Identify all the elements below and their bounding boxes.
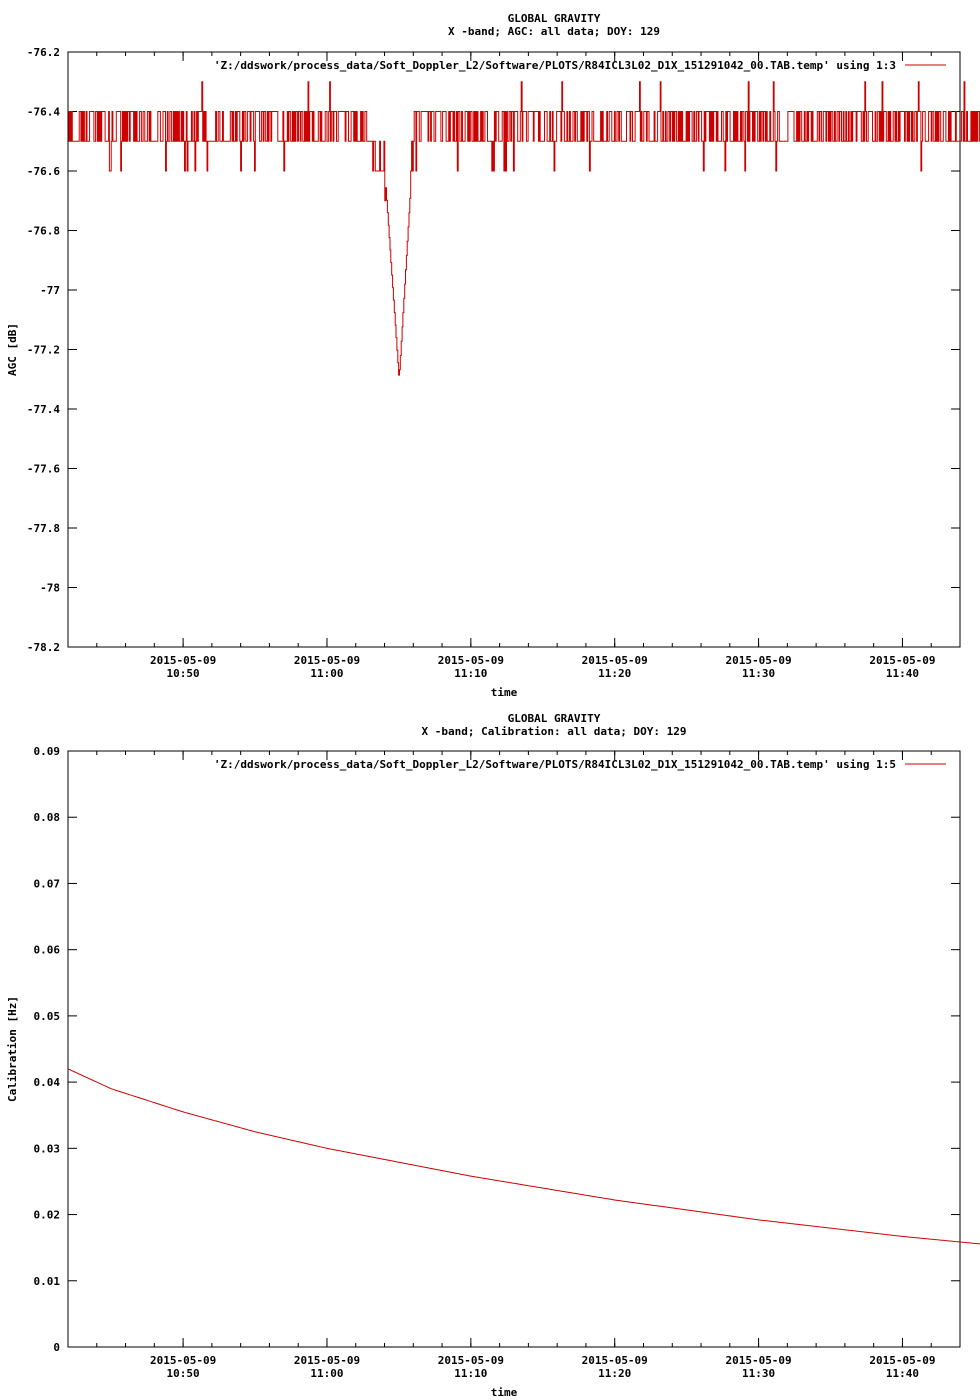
chart1-y-tick-label: -77.2: [26, 343, 60, 357]
chart2-x-tick-date: 2015-05-09: [581, 1354, 648, 1367]
chart1-subtitle: X -band; AGC: all data; DOY: 129: [448, 25, 660, 38]
chart1-x-tick-time: 10:50: [166, 667, 200, 680]
chart2-y-tick-label: 0.05: [33, 1009, 60, 1023]
chart1-x-tick-date: 2015-05-09: [437, 654, 504, 667]
chart2-x-tick-time: 11:00: [310, 1367, 344, 1380]
chart2-x-tick-time: 10:50: [166, 1367, 200, 1380]
chart1-x-tick-time: 11:10: [454, 667, 488, 680]
chart1-x-tick-date: 2015-05-09: [725, 654, 792, 667]
chart1-legend-label: 'Z:/ddswork/process_data/Soft_Doppler_L2/Software/PLOTS/R84ICL3L02_D1X_151291042_00.TAB.temp' using 1:3: [213, 59, 896, 72]
chart2-y-tick-label: 0.07: [33, 877, 60, 891]
chart2-x-tick-date: 2015-05-09: [869, 1354, 936, 1367]
chart2-subtitle: X -band; Calibration: all data; DOY: 129: [421, 725, 687, 738]
chart1-y-tick-label: -78.2: [26, 641, 60, 654]
chart1-y-tick-label: -77.8: [26, 522, 60, 535]
chart1-y-tick-label: -77: [40, 284, 60, 297]
chart2-x-tick-date: 2015-05-09: [293, 1354, 361, 1367]
chart2-y-tick-label: 0.03: [33, 1142, 60, 1156]
chart2-plot-frame: [68, 751, 960, 1347]
chart1-x-tick-date: 2015-05-09: [293, 654, 361, 667]
chart2-x-tick-date: 2015-05-09: [149, 1354, 217, 1367]
chart2-y-tick-label: 0.02: [33, 1208, 60, 1222]
chart1-y-tick-label: -76.6: [26, 165, 60, 178]
chart1-title: GLOBAL GRAVITY: [507, 12, 601, 25]
chart1-x-tick-time: 11:30: [742, 667, 776, 680]
chart1-y-tick-label: -77.4: [26, 403, 60, 416]
chart1-x-tick-date: 2015-05-09: [581, 654, 648, 667]
chart1-y-tick-label: -76.4: [26, 105, 60, 119]
chart2-x-tick-date: 2015-05-09: [725, 1354, 792, 1367]
chart2-x-tick-time: 11:20: [598, 1367, 632, 1380]
chart1-y-tick-label: -76.2: [26, 46, 60, 59]
chart2-series-line: [68, 807, 980, 1290]
chart2-x-tick-time: 11:10: [454, 1367, 488, 1380]
chart1-x-tick-time: 11:00: [310, 667, 344, 680]
chart2-y-tick-label: 0.09: [33, 745, 60, 758]
chart2-y-tick-label: 0.04: [33, 1076, 60, 1090]
chart2-y-tick-label: 0.06: [33, 943, 60, 957]
chart1-x-tick-date: 2015-05-09: [869, 654, 936, 667]
chart2-x-tick-time: 11:40: [885, 1367, 920, 1380]
chart1-y-tick-label: -78: [40, 581, 60, 595]
chart2-legend-label: 'Z:/ddswork/process_data/Soft_Doppler_L2/Software/PLOTS/R84ICL3L02_D1X_151291042_00.TAB.temp' using 1:5: [213, 758, 896, 771]
chart1-y-tick-label: -77.6: [26, 462, 60, 476]
chart2-y-tick-label: 0.08: [33, 811, 60, 825]
chart2-y-tick-label: 0.01: [33, 1274, 60, 1288]
chart1-x-tick-time: 11:40: [885, 667, 920, 680]
chart1-y-axis-label: AGC [dB]: [6, 323, 19, 376]
chart2-y-tick-label: 0: [53, 1341, 60, 1354]
chart2-y-axis-label: Calibration [Hz]: [6, 996, 19, 1102]
chart1-y-tick-label: -76.8: [26, 224, 60, 238]
chart2-x-tick-time: 11:30: [742, 1367, 776, 1380]
chart2-x-axis-label: time: [490, 1386, 518, 1399]
chart2-x-tick-date: 2015-05-09: [437, 1354, 504, 1367]
chart1-x-axis-label: time: [490, 686, 518, 699]
chart2-title: GLOBAL GRAVITY: [507, 712, 601, 725]
chart1-x-tick-date: 2015-05-09: [149, 654, 217, 667]
chart1-series-line: [68, 82, 980, 439]
chart1-x-tick-time: 11:20: [598, 667, 632, 680]
